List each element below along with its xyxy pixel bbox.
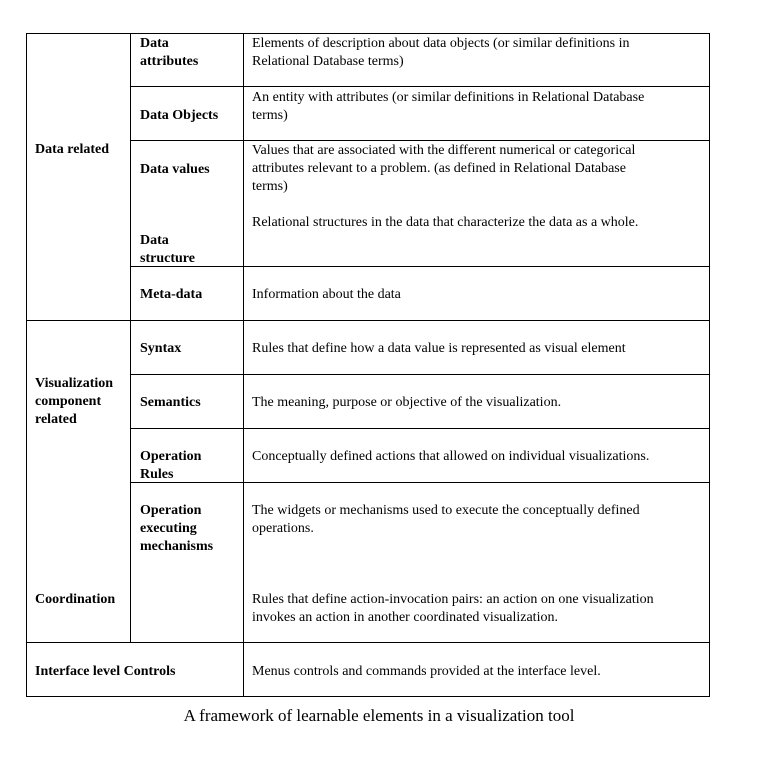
category-data-related: Data related xyxy=(35,142,109,157)
category-coordination: Coordination xyxy=(35,592,116,607)
definition-operation-executing-mechanisms: The widgets or mechanisms used to execute the conceptually defined operations. xyxy=(252,503,640,536)
category-visualization-component: Visualization component related xyxy=(35,376,114,427)
table-border-top xyxy=(26,33,710,34)
definition-interface-level-controls: Menus controls and commands provided at the interface level. xyxy=(252,664,601,679)
table-border-left xyxy=(26,33,27,697)
definition-operation-rules: Conceptually defined actions that allowed on individual visualizations. xyxy=(252,449,650,464)
definition-coordination: Rules that define action-invocation pairs: an action on one visualization invokes an action in another coordinated visualization. xyxy=(252,592,654,625)
row-separator xyxy=(130,266,710,267)
element-semantics: Semantics xyxy=(140,395,201,410)
element-operation-rules: Operation Rules xyxy=(140,449,202,482)
row-separator xyxy=(130,86,710,87)
group-separator-2 xyxy=(26,642,710,643)
row-separator xyxy=(130,140,710,141)
element-data-structure: Data structure xyxy=(140,233,195,266)
row-separator xyxy=(130,374,710,375)
row-separator xyxy=(130,482,710,483)
element-meta-data: Meta-data xyxy=(140,287,203,302)
definition-meta-data: Information about the data xyxy=(252,287,401,302)
definition-data-structure: Relational structures in the data that characterize the data as a whole. xyxy=(252,215,639,230)
definition-data-attributes: Elements of description about data objects (or similar definitions in Relational Database terms) xyxy=(252,36,630,69)
element-syntax: Syntax xyxy=(140,341,182,356)
row-separator xyxy=(130,428,710,429)
definition-data-values: Values that are associated with the different numerical or categorical attributes relevant to a problem. (as defined in Relational Database terms) xyxy=(252,143,636,194)
definition-semantics: The meaning, purpose or objective of the visualization. xyxy=(252,395,562,410)
element-data-values: Data values xyxy=(140,162,210,177)
table-border-bottom xyxy=(26,696,710,697)
table-caption: A framework of learnable elements in a visualization tool xyxy=(183,706,575,725)
element-data-objects: Data Objects xyxy=(140,108,219,123)
table-border-right xyxy=(709,33,710,697)
element-operation-executing-mechanisms: Operation executing mechanisms xyxy=(140,503,214,554)
column-divider-1 xyxy=(130,33,131,643)
element-data-attributes: Data attributes xyxy=(140,36,199,69)
column-divider-2 xyxy=(243,33,244,697)
group-separator-1 xyxy=(26,320,710,321)
definition-syntax: Rules that define how a data value is represented as visual element xyxy=(252,341,626,356)
category-interface-level-controls: Interface level Controls xyxy=(35,664,176,679)
definition-data-objects: An entity with attributes (or similar definitions in Relational Database terms) xyxy=(252,90,645,123)
